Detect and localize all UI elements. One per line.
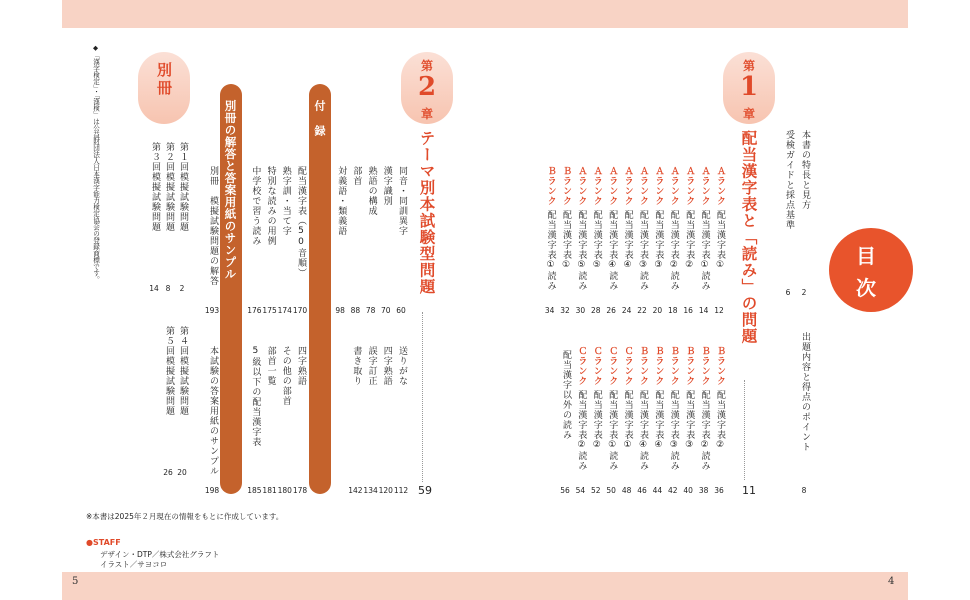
toc-entry-label: 配当漢字表④読み (638, 390, 648, 471)
toc-entry-label: 部首 (351, 166, 362, 186)
toc-entry-page: 50 (606, 486, 616, 495)
date-note: ※本書は2025年２月現在の情報をもとに作成しています。 (86, 512, 284, 521)
toc-entry-page: 180 (277, 486, 292, 495)
toc-entry-label: 第１回模擬試験問題 (178, 142, 188, 232)
toc-entry-label: 配当漢字表① (622, 390, 633, 451)
toc-entry-page: 32 (560, 306, 570, 315)
toc-entry-label: 配当漢字表（50音順） (296, 166, 306, 278)
toc-entry-page: 40 (683, 486, 693, 495)
toc-entry-label: 配当漢字表② (591, 390, 602, 451)
toc-entry-page: 176 (247, 306, 262, 315)
chapter2-title-page: 59 (418, 484, 432, 497)
rank-label: Ｂランク (715, 346, 725, 386)
rank-label: Ｃランク (576, 346, 587, 386)
toc-entry-label: 四字熟語 (296, 346, 306, 386)
toc-entry-page: 2 (179, 284, 185, 293)
toc-entry-page: 56 (560, 486, 570, 495)
rank-label: Ｃランク (607, 346, 618, 386)
intro-item-3-label: 出題内容と得点のポイント (800, 332, 810, 452)
chapter2-title-leader (422, 312, 431, 482)
toc-entry-page: 26 (606, 306, 616, 315)
toc-entry-label: 本試験の答案用紙のサンプル (208, 346, 218, 476)
toc-entry-label: 誤字訂正 (366, 346, 377, 386)
toc-entry-page: 46 (637, 486, 647, 495)
toc-entry-page: 44 (652, 486, 663, 495)
bessatsu-heading: 別冊 (155, 62, 173, 98)
toc-entry-page: 26 (163, 468, 173, 477)
rank-label: Ｂランク (561, 166, 571, 206)
chapter1-number: 1 (739, 72, 759, 102)
toc-entry-label: 配当漢字表②読み (699, 390, 710, 471)
chapter1-badge (723, 52, 775, 124)
chapter2-dai: 第 (420, 59, 433, 73)
intro-item-2-page: 6 (785, 288, 791, 297)
mokuji-char-1: 目 (856, 244, 876, 268)
mokuji-char-2: 次 (856, 276, 876, 300)
toc-entry-label: 別冊 模擬試験問題の解答 (208, 166, 218, 286)
toc-entry-page: 14 (149, 284, 159, 293)
toc-entry-label: 熟字訓・当て字 (280, 166, 291, 236)
chapter1-dai: 第 (742, 59, 755, 73)
toc-entry-label: 配当漢字表③読み (638, 210, 648, 291)
toc-entry-label: 配当漢字表⑤読み (576, 210, 587, 291)
toc-entry-label: 配当漢字表③ (653, 210, 664, 271)
left-page-number: 5 (72, 576, 79, 587)
trademark-note: ◆「漢字検定」・「漢検」は公益財団法人日本漢字能力検定協会の登録商標です。 (91, 44, 100, 283)
toc-entry-label: 部首一覧 (265, 346, 276, 386)
toc-entry-label: 配当漢字表① (561, 210, 571, 271)
toc-entry-label: 配当漢字表⑤ (591, 210, 602, 271)
toc-entry-label: 中学校で習う読み (250, 166, 261, 246)
toc-entry-page: 16 (683, 306, 693, 315)
rank-label: Ａランク (668, 166, 679, 206)
rank-label: Ａランク (653, 166, 664, 206)
rank-label: Ａランク (591, 166, 602, 206)
toc-entry-label: 配当漢字表③読み (668, 390, 679, 471)
bottom-band (62, 572, 908, 600)
toc-entry-page: 24 (621, 306, 632, 315)
rank-label: Ｂランク (545, 166, 556, 206)
toc-entry-label: 配当漢字以外の読み (561, 350, 571, 440)
toc-entry-page: 198 (204, 486, 220, 495)
rank-label: Ｃランク (622, 346, 633, 386)
toc-entry-label: 配当漢字表③ (684, 390, 695, 451)
toc-entry-label: 配当漢字表① (715, 210, 725, 271)
right-page-number: 4 (888, 576, 895, 587)
toc-entry-label: 配当漢字表④ (653, 390, 664, 451)
toc-entry-label: 特別な読みの用例 (265, 166, 276, 246)
chapter1-sho: 章 (742, 107, 755, 121)
toc-entry-page: 42 (668, 486, 678, 495)
chapter2-badge (401, 52, 453, 124)
toc-entry-page: 30 (575, 306, 586, 315)
toc-entry-page: 174 (277, 306, 292, 315)
rank-label: Ａランク (638, 166, 648, 206)
toc-entry-page: 34 (544, 306, 555, 315)
rank-label: Ａランク (576, 166, 587, 206)
toc-entry-page: 181 (262, 486, 277, 495)
toc-entry-page: 22 (637, 306, 647, 315)
chapter1-title-page: 11 (742, 484, 756, 497)
rank-label: Ａランク (622, 166, 633, 206)
toc-entry-label: 配当漢字表②読み (576, 390, 587, 471)
staff-design: デザイン・DTP／株式会社グラフト (100, 550, 220, 559)
toc-entry-label: 第３回模擬試験問題 (150, 142, 160, 232)
intro-item-1-page: 2 (801, 288, 807, 297)
toc-entry-label: 配当漢字表② (684, 210, 695, 271)
chapter1-title: 配当漢字表と「読み」の問題 (739, 130, 758, 345)
toc-entry-label: 第４回模擬試験問題 (178, 326, 188, 416)
toc-entry-label: 配当漢字表④読み (607, 210, 618, 291)
toc-entry-label: その他の部首 (280, 346, 291, 406)
toc-entry-label: 5級以下の配当漢字表 (250, 346, 261, 447)
toc-entry-label: 漢字識別 (381, 166, 392, 206)
toc-entry-label: 配当漢字表②読み (668, 210, 679, 291)
chapter2-number: 2 (417, 72, 437, 102)
toc-entry-page: 52 (591, 486, 601, 495)
rank-label: Ａランク (607, 166, 618, 206)
toc-entry-label: 第５回模擬試験問題 (164, 326, 174, 416)
furoku-heading: 付録 (313, 100, 326, 150)
toc-entry-page: 18 (668, 306, 678, 315)
toc-entry-label: 配当漢字表①読み (699, 210, 710, 291)
chapter2-title: テーマ別本試験型問題 (417, 130, 436, 295)
toc-entry-page: 38 (698, 486, 709, 495)
rank-label: Ｂランク (699, 346, 710, 386)
rank-label: Ａランク (684, 166, 695, 206)
toc-entry-page: 70 (381, 306, 391, 315)
toc-entry-page: 185 (247, 486, 262, 495)
staff-illust: イラスト／サヨコロ (100, 560, 168, 569)
chapter1-title-leader (744, 380, 753, 480)
toc-entry-page: 12 (714, 306, 724, 315)
mokuji-badge (829, 228, 913, 312)
toc-entry-page: 78 (365, 306, 376, 315)
rank-label: Ｂランク (638, 346, 648, 386)
chapter2-sho: 章 (420, 107, 433, 121)
intro-item-3-page: 8 (801, 486, 807, 495)
rank-label: Ａランク (715, 166, 725, 206)
toc-entry-page: 98 (335, 306, 345, 315)
toc-entry-page: 48 (621, 486, 632, 495)
toc-entry-page: 8 (165, 284, 171, 293)
toc-entry-page: 28 (591, 306, 601, 315)
toc-entry-page: 193 (204, 306, 220, 315)
toc-entry-label: 配当漢字表② (715, 390, 725, 451)
toc-entry-page: 14 (698, 306, 709, 315)
toc-entry-page: 134 (363, 486, 378, 495)
toc-entry-label: 送りがな (397, 346, 407, 386)
toc-entry-page: 20 (652, 306, 663, 315)
toc-entry-page: 178 (292, 486, 308, 495)
toc-entry-label: 四字熟語 (381, 346, 392, 386)
toc-entry-label: 配当漢字表①読み (607, 390, 618, 471)
rank-label: Ｂランク (653, 346, 664, 386)
rank-label: Ａランク (699, 166, 710, 206)
bessatsu-answers-heading: 別冊の解答と答案用紙のサンプル (223, 100, 238, 280)
toc-entry-label: 対義語・類義語 (336, 166, 347, 236)
intro-item-2-label: 受検ガイドと採点基準 (784, 130, 794, 230)
toc-entry-page: 36 (714, 486, 724, 495)
rank-label: Ｂランク (684, 346, 695, 386)
top-band (62, 0, 908, 28)
toc-entry-label: 配当漢字表④ (622, 210, 633, 271)
toc-entry-page: 60 (396, 306, 406, 315)
toc-entry-label: 第２回模擬試験問題 (164, 142, 174, 232)
toc-entry-label: 熟語の構成 (366, 166, 377, 216)
toc-entry-page: 112 (393, 486, 409, 495)
toc-entry-label: 配当漢字表①読み (545, 210, 556, 291)
toc-entry-page: 88 (350, 306, 361, 315)
toc-entry-page: 170 (292, 306, 308, 315)
toc-entry-page: 175 (262, 306, 277, 315)
toc-entry-page: 120 (378, 486, 393, 495)
rank-label: Ｂランク (668, 346, 679, 386)
staff-heading: ●STAFF (86, 538, 121, 547)
intro-item-1-label: 本書の特長と見方 (800, 130, 810, 210)
toc-entry-label: 書き取り (351, 346, 362, 386)
toc-entry-label: 同音・同訓異字 (397, 166, 407, 236)
toc-entry-page: 142 (348, 486, 363, 495)
toc-entry-page: 20 (177, 468, 187, 477)
rank-label: Ｃランク (591, 346, 602, 386)
toc-entry-page: 54 (575, 486, 586, 495)
